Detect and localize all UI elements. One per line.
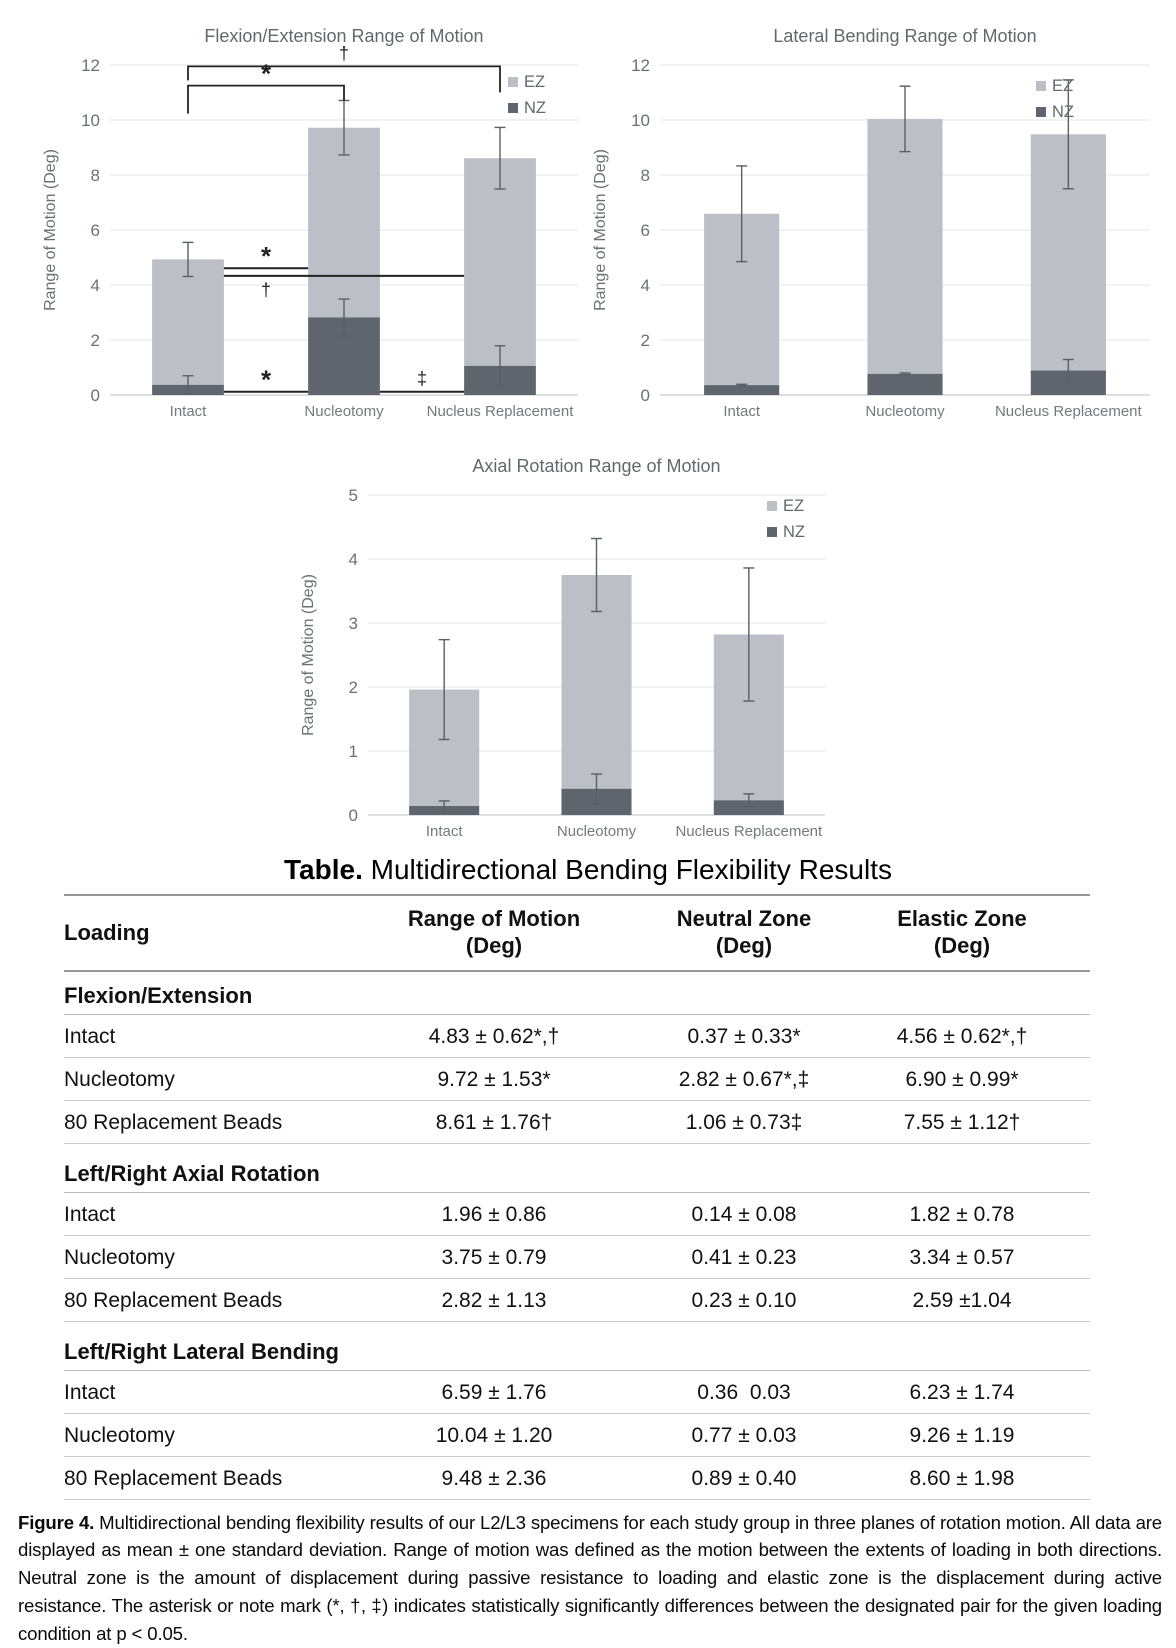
- svg-text:NZ: NZ: [783, 523, 805, 541]
- svg-text:*: *: [260, 364, 272, 395]
- value-cell: 0.23 ± 0.10: [654, 1279, 834, 1322]
- results-table-wrapper: [64, 894, 1090, 1500]
- svg-text:Range of Motion (Deg): Range of Motion (Deg): [592, 149, 609, 311]
- svg-text:1: 1: [348, 742, 358, 761]
- svg-text:4: 4: [348, 550, 358, 569]
- row-label: Nucleotomy: [64, 1058, 334, 1101]
- value-cell: 0.14 ± 0.08: [654, 1193, 834, 1236]
- table-row: [64, 1193, 1090, 1236]
- value-cell: 6.90 ± 0.99*: [834, 1058, 1090, 1101]
- table-row: [64, 1236, 1090, 1279]
- svg-text:2: 2: [90, 331, 100, 350]
- value-cell: 1.06 ± 0.73‡: [654, 1101, 834, 1144]
- svg-text:2: 2: [640, 331, 650, 350]
- row-label: Intact: [64, 1371, 334, 1414]
- svg-text:8: 8: [90, 166, 100, 185]
- svg-text:Flexion/Extension Range of Mot: Flexion/Extension Range of Motion: [204, 26, 484, 46]
- value-cell: 2.82 ± 1.13: [334, 1279, 654, 1322]
- svg-text:6: 6: [90, 221, 100, 240]
- svg-text:4: 4: [90, 276, 100, 295]
- svg-text:Nucleus Replacement: Nucleus Replacement: [994, 403, 1142, 420]
- svg-text:12: 12: [631, 56, 650, 75]
- svg-text:4: 4: [640, 276, 650, 295]
- table-header-row: [64, 895, 1090, 971]
- svg-text:NZ: NZ: [524, 99, 546, 117]
- figure-caption: [18, 1509, 1162, 1648]
- table-title: [0, 854, 1176, 886]
- section-header: Flexion/Extension: [64, 971, 1090, 1015]
- row-label: 80 Replacement Beads: [64, 1279, 334, 1322]
- section-header-row: [64, 1144, 1090, 1193]
- table-row: [64, 1279, 1090, 1322]
- section-header-row: [64, 971, 1090, 1015]
- svg-text:Nucleotomy: Nucleotomy: [556, 823, 637, 840]
- svg-text:8: 8: [640, 166, 650, 185]
- svg-text:2: 2: [348, 678, 358, 697]
- svg-text:Range of Motion (Deg): Range of Motion (Deg): [300, 574, 317, 736]
- value-cell: 8.61 ± 1.76†: [334, 1101, 654, 1144]
- table-row: [64, 1015, 1090, 1058]
- svg-text:0: 0: [90, 386, 100, 405]
- section-header: Left/Right Lateral Bending: [64, 1322, 1090, 1371]
- value-cell: 9.72 ± 1.53*: [334, 1058, 654, 1101]
- value-cell: 0.89 ± 0.40: [654, 1457, 834, 1500]
- row-label: Nucleotomy: [64, 1236, 334, 1279]
- svg-text:Nucleus Replacement: Nucleus Replacement: [675, 823, 823, 840]
- svg-text:†: †: [260, 279, 272, 300]
- value-cell: 3.75 ± 0.79: [334, 1236, 654, 1279]
- value-cell: 6.59 ± 1.76: [334, 1371, 654, 1414]
- value-cell: 0.41 ± 0.23: [654, 1236, 834, 1279]
- table-row: [64, 1101, 1090, 1144]
- value-cell: 3.34 ± 0.57: [834, 1236, 1090, 1279]
- svg-text:3: 3: [348, 614, 358, 633]
- table-title-bold: Table.: [284, 854, 363, 885]
- figure-caption-text: Multidirectional bending flexibility results of our L2/L3 specimens for each study group in three planes of rotation motion. All data are displayed as mean ± one standard deviation. Range of motion was defined as the motion between the extents of loading in both directions. Neutral zone is the amount of displacement during passive resistance to loading and elastic zone is the displacement during active resistance. The asterisk or note mark (*, †, ‡) indicates statistically significantly differences between the designated pair for the given loading condition at p < 0.05.: [18, 1511, 1162, 1645]
- value-cell: 0.37 ± 0.33*: [654, 1015, 834, 1058]
- svg-text:*: *: [260, 241, 272, 272]
- axial-rotation-chart: [290, 445, 890, 857]
- svg-text:Nucleotomy: Nucleotomy: [865, 403, 945, 420]
- column-header: Elastic Zone (Deg): [834, 895, 1090, 971]
- row-label: Intact: [64, 1193, 334, 1236]
- svg-text:Nucleotomy: Nucleotomy: [304, 403, 384, 420]
- svg-text:NZ: NZ: [1052, 103, 1074, 121]
- svg-text:6: 6: [640, 221, 650, 240]
- column-header: Neutral Zone (Deg): [654, 895, 834, 971]
- column-header: Loading: [64, 895, 334, 971]
- table-row: [64, 1058, 1090, 1101]
- table-row: [64, 1457, 1090, 1500]
- svg-text:†: †: [338, 43, 350, 64]
- value-cell: 8.60 ± 1.98: [834, 1457, 1090, 1500]
- svg-text:0: 0: [640, 386, 650, 405]
- svg-text:Lateral Bending Range of Motio: Lateral Bending Range of Motion: [773, 26, 1037, 46]
- value-cell: 6.23 ± 1.74: [834, 1371, 1090, 1414]
- svg-text:Range of Motion (Deg): Range of Motion (Deg): [42, 149, 59, 311]
- value-cell: 0.36 0.03: [654, 1371, 834, 1414]
- row-label: 80 Replacement Beads: [64, 1101, 334, 1144]
- section-header-row: [64, 1322, 1090, 1371]
- svg-text:‡: ‡: [416, 368, 428, 389]
- value-cell: 2.59 ±1.04: [834, 1279, 1090, 1322]
- svg-text:EZ: EZ: [783, 497, 805, 515]
- row-label: Nucleotomy: [64, 1414, 334, 1457]
- svg-text:Intact: Intact: [723, 403, 761, 420]
- figure-caption-label: Figure 4.: [18, 1511, 95, 1533]
- table-row: [64, 1414, 1090, 1457]
- lateral-bending-chart: [590, 15, 1170, 440]
- svg-text:0: 0: [348, 806, 358, 825]
- value-cell: 1.82 ± 0.78: [834, 1193, 1090, 1236]
- svg-text:Nucleus Replacement: Nucleus Replacement: [426, 403, 574, 420]
- column-header: Range of Motion (Deg): [334, 895, 654, 971]
- table-title-rest: Multidirectional Bending Flexibility Results: [362, 854, 892, 885]
- svg-text:Intact: Intact: [425, 823, 463, 840]
- svg-text:10: 10: [631, 111, 650, 130]
- row-label: 80 Replacement Beads: [64, 1457, 334, 1500]
- value-cell: 2.82 ± 0.67*,‡: [654, 1058, 834, 1101]
- row-label: Intact: [64, 1015, 334, 1058]
- value-cell: 1.96 ± 0.86: [334, 1193, 654, 1236]
- results-table: [64, 894, 1090, 1500]
- svg-text:10: 10: [81, 111, 100, 130]
- svg-text:12: 12: [81, 56, 100, 75]
- value-cell: 7.55 ± 1.12†: [834, 1101, 1090, 1144]
- value-cell: 9.26 ± 1.19: [834, 1414, 1090, 1457]
- svg-text:EZ: EZ: [1052, 77, 1074, 95]
- value-cell: 4.83 ± 0.62*,†: [334, 1015, 654, 1058]
- value-cell: 4.56 ± 0.62*,†: [834, 1015, 1090, 1058]
- svg-text:EZ: EZ: [524, 73, 546, 91]
- section-header: Left/Right Axial Rotation: [64, 1144, 1090, 1193]
- flexion-extension-chart: [25, 15, 590, 440]
- table-row: [64, 1371, 1090, 1414]
- value-cell: 9.48 ± 2.36: [334, 1457, 654, 1500]
- svg-text:*: *: [260, 58, 272, 89]
- value-cell: 10.04 ± 1.20: [334, 1414, 654, 1457]
- svg-text:Intact: Intact: [169, 403, 207, 420]
- svg-text:Axial Rotation Range of Motion: Axial Rotation Range of Motion: [472, 456, 721, 476]
- value-cell: 0.77 ± 0.03: [654, 1414, 834, 1457]
- svg-text:5: 5: [348, 486, 358, 505]
